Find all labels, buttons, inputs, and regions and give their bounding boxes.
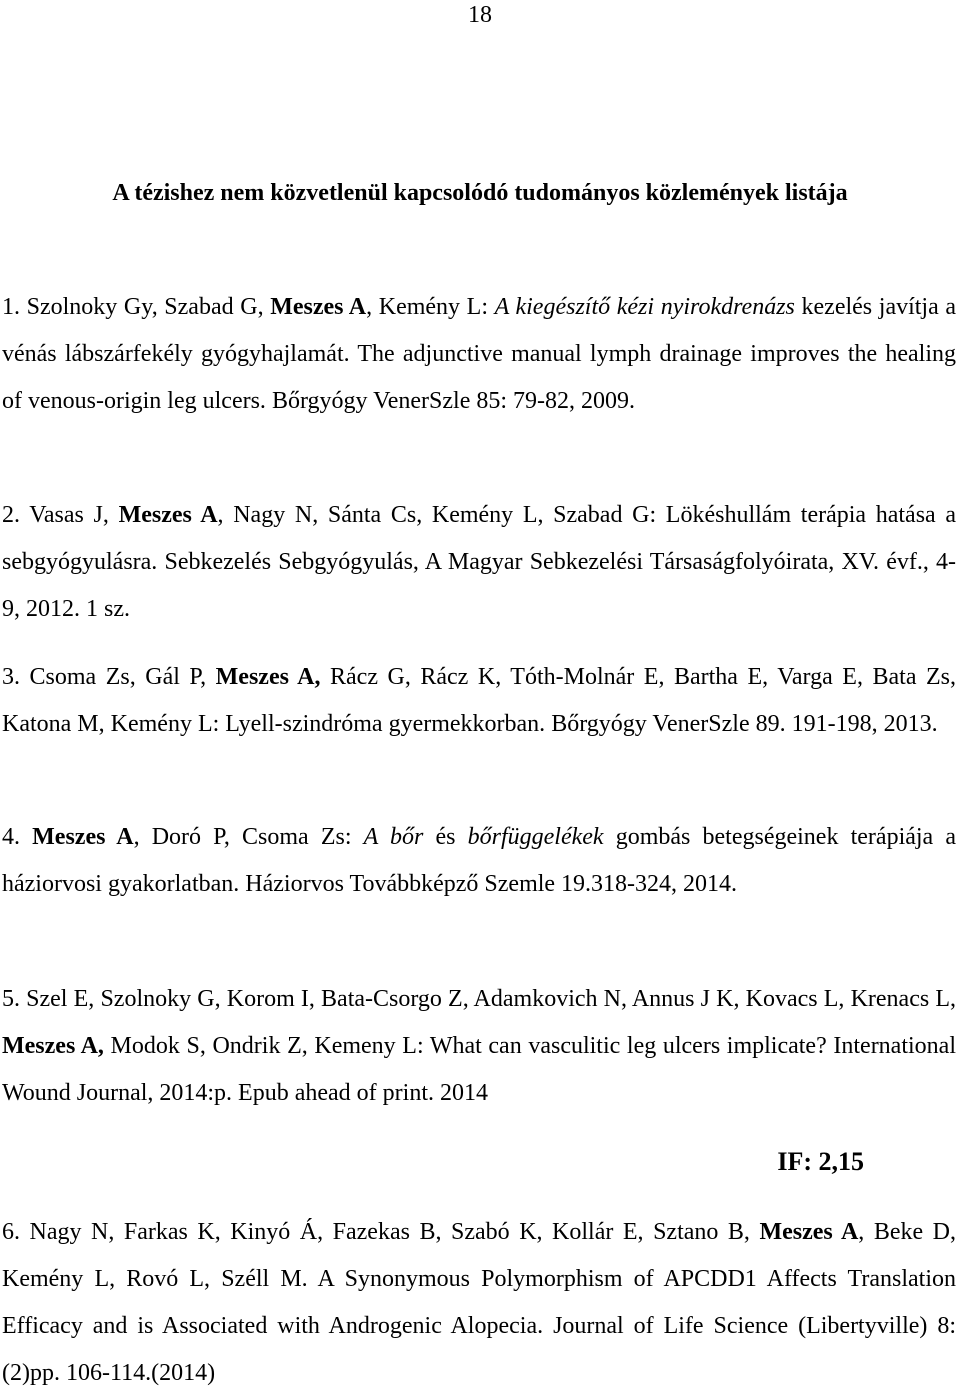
publication-title: kezelés javítja a vénás lábszárfekély gyógyhajlamát. The adjunctive manual lymph drainage improves the healing of venous-origin leg ulcers. [2, 294, 957, 414]
author-highlight: Meszes A [759, 1219, 859, 1245]
publication-number: 4. [2, 824, 20, 850]
publication-authors: , Beke D, Kemény L, Rovó L, Széll M. [2, 1219, 956, 1292]
publication-number: 5. [2, 986, 20, 1012]
publication-number: 1. [2, 294, 20, 320]
publication-title-italic: A bőr [363, 824, 424, 850]
publication-title: Lyell-szindróma gyermekkorban. [225, 711, 546, 737]
publication-item-6 [2, 1209, 956, 1397]
author-highlight: Meszes A, [2, 1033, 104, 1059]
publication-source: Bőrgyógy VenerSzle 89. 191-198, 2013. [551, 711, 938, 737]
publication-item-4 [2, 814, 956, 908]
author-highlight: Meszes A [118, 502, 218, 528]
publication-source: Journal of Life Science (Libertyville) 8:(2)pp. 106-114.(2014) [2, 1313, 956, 1386]
publication-authors: Szel E, Szolnoky G, Korom I, Bata-Csorgo Z, Adamkovich N, Annus J K, Kovacs L, Krenacs L, [26, 986, 957, 1012]
publication-number: 2. [2, 502, 20, 528]
publication-title-italic: A kiegészítő kézi nyirokdrenázs [494, 294, 795, 320]
publication-title: Lökéshullám terápia hatása a sebgyógyulásra. [2, 502, 957, 575]
impact-factor: IF: 2,15 [777, 1147, 864, 1176]
publication-authors: Vasas J, [29, 502, 109, 528]
publication-authors: Csoma Zs, Gál P, [29, 664, 207, 690]
publication-source: Bőrgyógy VenerSzle 85: 79-82, 2009. [271, 388, 636, 414]
publication-title: gombás betegségeinek terápiája a háziorvosi gyakorlatban. [2, 824, 956, 897]
author-highlight: Meszes A [270, 294, 367, 320]
publication-authors: Modok S, Ondrik Z, Kemeny L: [110, 1033, 424, 1059]
page-title: A tézishez nem közvetlenül kapcsolódó tudományos közlemények listája [112, 180, 848, 206]
author-highlight: Meszes A [32, 824, 134, 850]
publication-item-3 [2, 654, 956, 748]
publication-title: és [435, 824, 456, 850]
publication-authors: Rácz G, Rácz K, Tóth-Molnár E, Bartha E, Varga E, Bata Zs, Katona M, Kemény L: [2, 664, 956, 737]
publication-title-italic: bőrfüggelékek [467, 824, 604, 850]
page-number: 18 [468, 2, 492, 28]
author-highlight: Meszes A, [215, 664, 321, 690]
publication-source: International Wound Journal, 2014:p. Epub ahead of print. 2014 [2, 1033, 956, 1106]
publication-authors: Szolnoky Gy, Szabad G, [26, 294, 264, 320]
publication-title: What can vasculitic leg ulcers implicate? [429, 1033, 827, 1059]
publication-source: Sebkezelés Sebgyógyulás, A Magyar Sebkezelési Társaságfolyóirata, XV. évf., 4-9, 2012. 1 sz. [2, 549, 956, 622]
publication-title: A Synonymous Polymorphism of APCDD1 Affects Translation Efficacy and is Associated with Androgenic Alopecia. [2, 1266, 956, 1339]
publication-item-1 [2, 284, 956, 425]
publication-item-2 [2, 492, 956, 633]
publication-item-5 [2, 976, 956, 1117]
publication-number: 6. [2, 1219, 20, 1245]
publication-authors: Nagy N, Farkas K, Kinyó Á, Fazekas B, Szabó K, Kollár E, Sztano B, [29, 1219, 750, 1245]
publication-authors: , Doró P, Csoma Zs: [133, 824, 352, 850]
publication-source: Háziorvos Továbbképző Szemle 19.318-324, 2014. [245, 871, 738, 897]
publication-number: 3. [2, 664, 20, 690]
publication-authors: , Kemény L: [366, 294, 489, 320]
publication-authors: , Nagy N, Sánta Cs, Kemény L, Szabad G: [217, 502, 657, 528]
